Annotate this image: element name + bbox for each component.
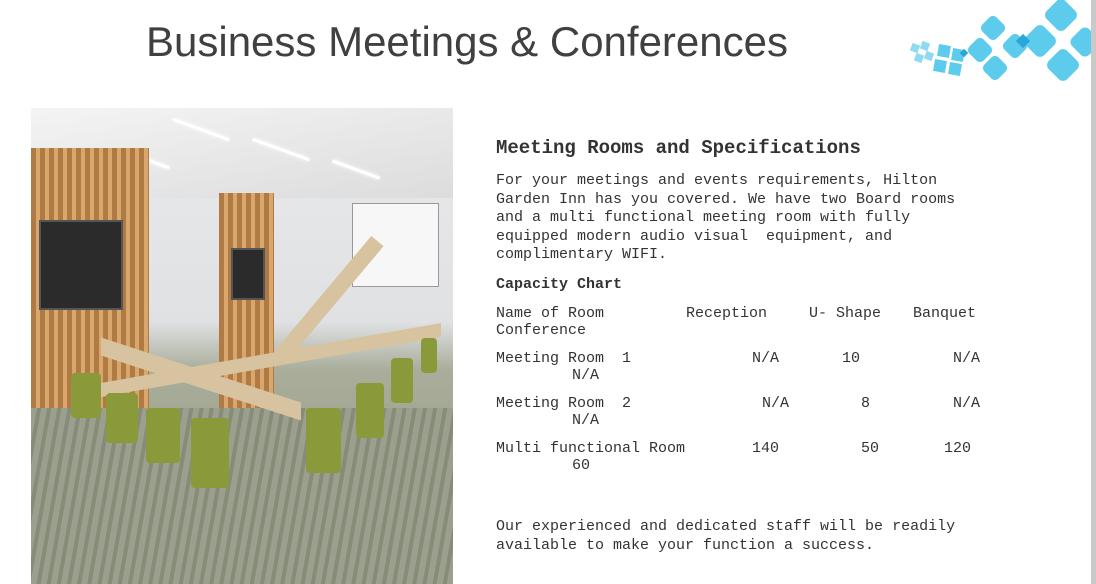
cell: Meeting Room 1 [496, 350, 632, 367]
capacity-heading: Capacity Chart [496, 276, 623, 293]
header-cell: Banquet [913, 305, 977, 322]
cell: N/A [762, 395, 790, 412]
intro-line: and a multi functional meeting room with fully [496, 209, 911, 226]
cell: N/A [572, 412, 600, 429]
header-cell: Name of Room [496, 305, 605, 322]
right-edge-scrollbar[interactable] [1091, 0, 1096, 584]
cell: 10 [842, 350, 861, 367]
cell: N/A [953, 395, 981, 412]
cell: Meeting Room 2 [496, 395, 632, 412]
cell: 120 [944, 440, 972, 457]
cell: Multi functional Room [496, 440, 686, 457]
cell: N/A [953, 350, 981, 367]
intro-line: complimentary WIFI. [496, 246, 668, 263]
cell: 50 [861, 440, 880, 457]
cell: N/A [752, 350, 780, 367]
cell: 60 [572, 457, 591, 474]
intro-line: equipped modern audio visual equipment, and [496, 227, 893, 245]
header-cell: U- Shape [809, 305, 882, 322]
page-title: Business Meetings & Conferences [146, 18, 788, 65]
cell: N/A [572, 367, 600, 384]
cell: 8 [861, 395, 871, 412]
intro-line: Garden Inn has you covered. We have two Board rooms [496, 190, 956, 208]
header-cell: Conference [496, 322, 587, 339]
section-heading: Meeting Rooms and Specifications [496, 137, 861, 159]
cell: 140 [752, 440, 780, 457]
closing-line: Our experienced and dedicated staff will be readily [496, 518, 956, 535]
intro-line: For your meetings and events requirements, Hilton [496, 172, 938, 189]
meeting-room-photo [31, 108, 453, 584]
decorative-diamonds-logo [905, 0, 1095, 95]
closing-line: available to make your function a success. [496, 536, 875, 554]
header-cell: Reception [686, 305, 768, 322]
